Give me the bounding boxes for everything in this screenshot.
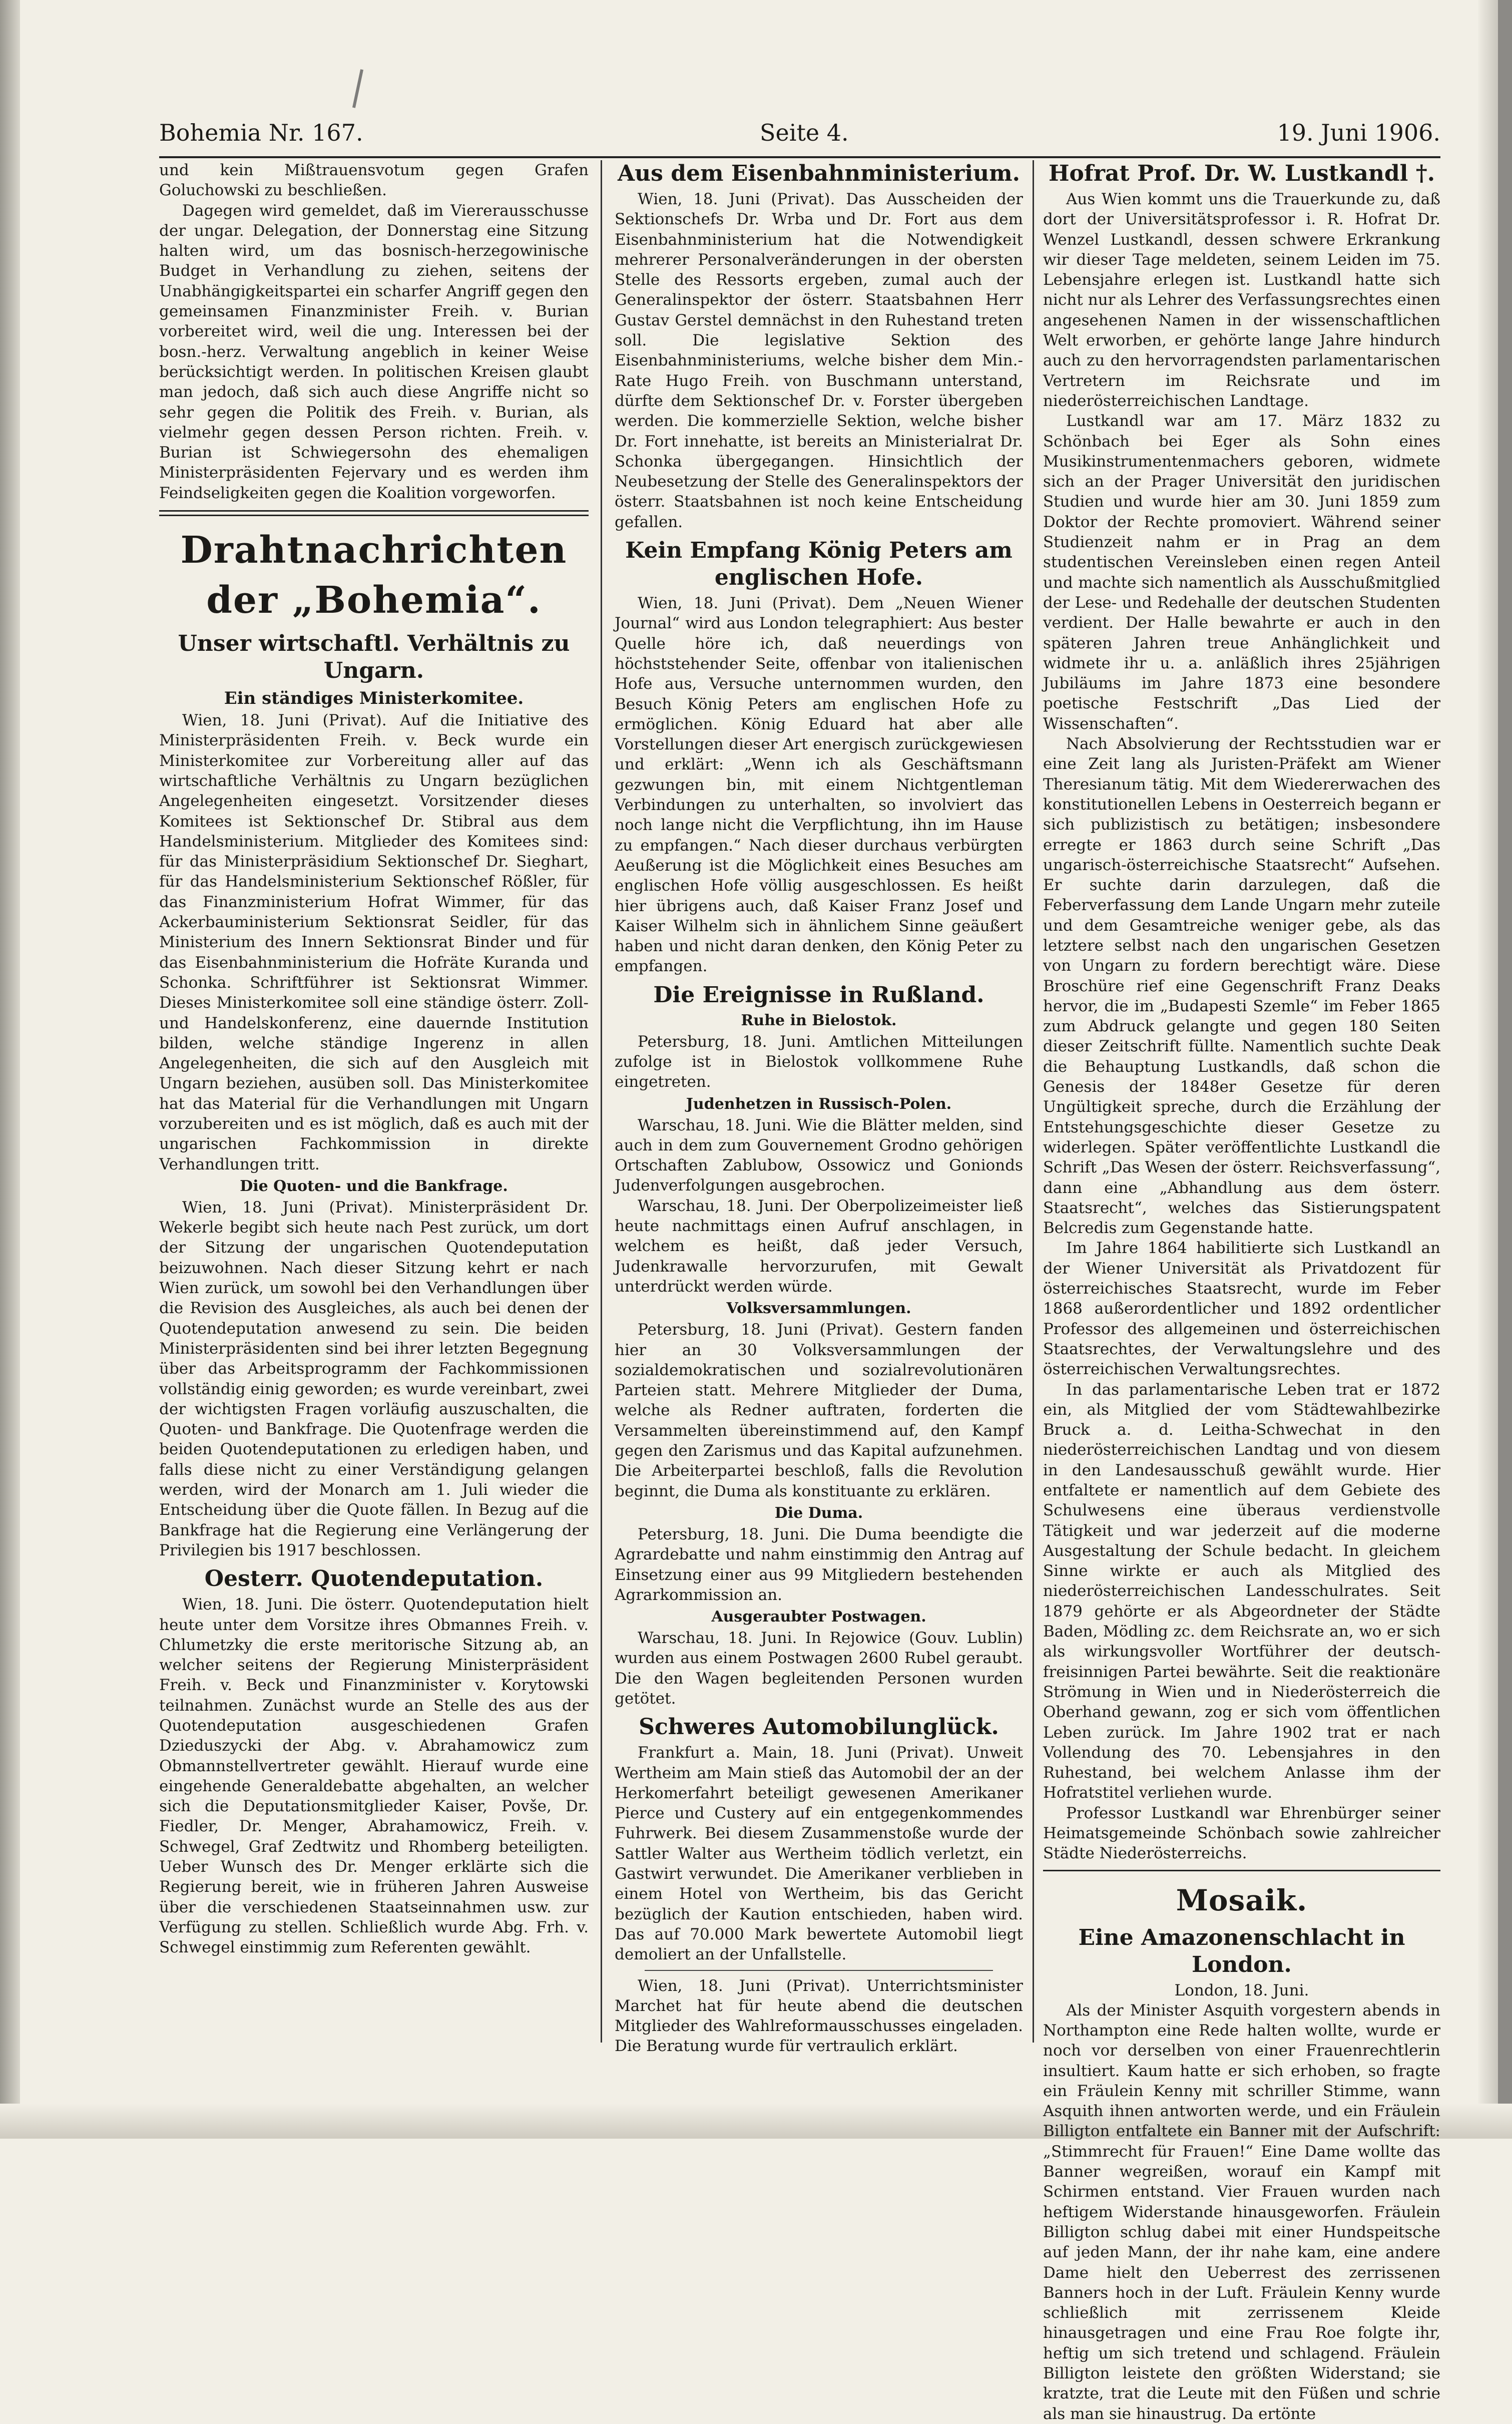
headline-amazon-battle: Eine Amazonenschlacht in London.	[1078, 1924, 1405, 1977]
article-paragraph: Petersburg, 18. Juni. Amtlichen Mitteilungen zufolge ist in Bielostok vollkommene Ruhe eingetreten.	[615, 1032, 1023, 1091]
section-rule	[645, 1970, 993, 1971]
article-paragraph: Warschau, 18. Juni. Der Oberpolizeimeister ließ heute nachmittags einen Aufruf anschlagen, in welchem es heißt, daß jeder Versuch, Judenkrawalle hervorzurufen, mit Gewalt unterdrückt werden würde.	[615, 1196, 1023, 1296]
scan-right-edge	[1498, 0, 1512, 2139]
article-paragraph: Aus Wien kommt uns die Trauerkunde zu, daß dort der Universitätsprofessor i. R. Hofrat Dr. Wenzel Lustkandl, dessen schwere Erkrankung wir dieser Tage meldeten, seinem Leiden im 75. Lebensjahre erlegen ist. Lustkandl hatte sich nicht nur als Lehrer des Verfassungsrechtes einen angesehenen Namen in der wissenschaftlichen Welt erworben, er gehörte lange Jahre hindurch auch zu den hervorragendsten parlamentarischen Vertretern im Reichsrate und im niederösterreichischen Landtage.	[1043, 190, 1440, 410]
article-paragraph: Im Jahre 1864 habilitierte sich Lustkandl an der Wiener Universität als Privatdozent für österreichisches Staatsrecht, wurde im Feber 1868 außerordentlicher und 1892 ordentlicher Professor des allgemeinen und österreichischen Staatsrechtes, der Verwaltungslehre und des österreichischen Verwaltungsrechtes.	[1043, 1239, 1440, 1379]
article-paragraph: Lustkandl war am 17. März 1832 zu Schönbach bei Eger als Sohn eines Musikinstrumentenmachers geboren, widmete sich an der Prager Universität den juridischen Studien und wurde hier am 30. Juni 1859 zum Doktor der Rechte promoviert. Während seiner Studienzeit nahm er in Prag an dem studentischen Vereinsleben einen regen Anteil und machte sich namentlich als Ausschußmitglied der Lese- und Redehalle der deutschen Studenten verdient. Der Halle bewahrte er auch in den späteren Jahren treue Anhänglichkeit und widmete ihr u. a. anläßlich ihres 25jährigen Jubiläums im Jahre 1873 eine besondere poetische Festschrift „Das Lied der Wissenschaften“.	[1043, 412, 1440, 733]
header-paper-number: Bohemia Nr. 167.	[159, 119, 363, 146]
article-paragraph: In das parlamentarische Leben trat er 1872 ein, als Mitglied der vom Städtewahlbezirke Bruck a. d. Leitha-Schwechat in den niederösterreichischen Landtag und von diesem in den Landesausschuß gewählt wurde. Hier entfaltete er namentlich auf dem Gebiete des Schulwesens eine überaus verdienstvolle Tätigkeit und war jederzeit auf die moderne Ausgestaltung der Schule bedacht. In gleichem Sinne wirkte er auch als Mitglied des niederösterreichischen Landesschulrates. Seit 1879 gehörte er als Abgeordneter der Städte Baden, Mödling zc. dem Reichsrate an, wo er sich als wirkungsvoller Wortführer der deutsch-freisinnigen Partei bewährte. Seit die reaktionäre Strömung in Wien und in Niederösterreich die Oberhand gewann, zog er sich vom öffentlichen Leben zurück. Im Jahre 1902 trat er nach Vollendung des 70. Lebensjahres in den Ruhestand, bei welchem Anlasse ihm der Hofratstitel verliehen wurde.	[1043, 1380, 1440, 1802]
header-page-number: Seite 4.	[760, 119, 849, 146]
subheadline-assemblies: Volksversammlungen.	[726, 1300, 911, 1318]
section-rule	[1043, 1870, 1440, 1871]
subheadline-mail-robbery: Ausgeraubter Postwagen.	[711, 1608, 926, 1626]
article-paragraph: Wien, 18. Juni (Privat). Ministerpräsident Dr. Wekerle begibt sich heute nach Pest zurück, um dort der Sitzung der ungarischen Quotendeputation beizuwohnen. Nach dieser Sitzung kehrt er nach Wien zurück, um sowohl bei den Verhandlungen über die Revision des Ausgleiches, als auch bei denen der Quotendeputation anwesend zu sein. Die beiden Ministerpräsidenten sind bei ihrer letzten Begegnung über das Arbeitsprogramm der Fachkommissionen vollständig einig geworden; es wurde vereinbart, zwei der wichtigsten Fragen vorläufig auszuschalten, die Quoten- und Bankfrage. Die Quotenfrage werden die beiden Quotendeputationen zu erledigen haben, und falls diese nicht zu einer Verständigung gelangen werden, wird der Monarch am 1. Juli wieder die Entscheidung über die Quote fällen. In Bezug auf die Bankfrage hat die Regierung eine Verlängerung der Privilegien bis 1917 beschlossen.	[159, 1198, 589, 1559]
scan-page-fold	[1478, 0, 1498, 2139]
column-1	[159, 160, 589, 2043]
article-paragraph: Wien, 18. Juni (Privat). Dem „Neuen Wiener Journal“ wird aus London telegraphiert: Aus bester Quelle höre ich, daß neuerdings von höchststehender Seite, offenbar von italienischen Hofe aus, Versuche unternommen wurden, den Besuch König Peters am englischen Hofe zu ermöglichen. König Eduard hat aber alle Vorstellungen dieser Art energisch zurückgewiesen und erklärt: „Wenn ich als Geschäftsmann gezwungen bin, mit einem Nichtgentleman Verbindungen zu unterhalten, so involviert das noch lange nicht die Verpflichtung, ihn im Hause zu empfangen.“ Nach dieser durchaus verbürgten Aeußerung ist die Möglichkeit eines Besuches am englischen Hofe völlig ausgeschlossen. Es heißt hier übrigens auch, daß Kaiser Franz Josef und Kaiser Wilhelm sich in ähnlichem Sinne geäußert haben und nicht daran denken, den König Peter zu empfangen.	[615, 594, 1023, 976]
headline-quota-deputation: Oesterr. Quotendeputation.	[204, 1566, 544, 1592]
column-3	[1043, 160, 1440, 2423]
header-rule	[159, 156, 1440, 158]
article-paragraph: Professor Lustkandl war Ehrenbürger seiner Heimatsgemeinde Schönbach sowie zahlreicher Städte Niederösterreichs.	[1043, 1804, 1440, 1863]
scan-left-edge	[0, 0, 20, 2139]
subheadline-quota-bank: Die Quoten- und die Bankfrage.	[240, 1177, 508, 1195]
article-paragraph: Frankfurt a. Main, 18. Juni (Privat). Unweit Wertheim am Main stieß das Automobil der an der Herkomerfahrt beteiligt gewesenen Amerikaner Pierce und Custery auf ein entgegenkommendes Fuhrwerk. Bei diesem Zusammenstoße wurde der Sattler Walter aus Wertheim tödlich verletzt, ein Gastwirt verwundet. Die Amerikaner verblieben in einem Hotel von Wertheim, bis das Gericht bezüglich der Kaution entschieden, haben wird. Das auf 70.000 Mark bewertete Automobil liegt demoliert an der Unfallstelle.	[615, 1744, 1023, 1964]
section-double-rule	[159, 510, 589, 516]
article-paragraph: Wien, 18. Juni (Privat). Auf die Initiative des Ministerpräsidenten Freih. v. Beck wurde ein Ministerkomitee zur Vorbereitung aller auf das wirtschaftliche Verhältnis zu Ungarn bezüglichen Angelegenheiten eingesetzt. Vorsitzender dieses Komitees ist Sektionschef Dr. Stibral aus dem Handelsministerium. Mitglieder des Komitees sind: für das Ministerpräsidium Sektionschef Dr. Sieghart, für das Handelsministerium Sektionschef Rößler, für das Finanzministerium Hofrat Wimmer, für das Ackerbauministerium Sektionsrat Seidler, für das Ministerium des Innern Sektionsrat Binder und für das Eisenbahnministerium die Hofräte Kuranda und Schonka. Schriftführer ist Sektionsrat Wimmer. Dieses Ministerkomitee soll eine ständige österr. Zoll- und Handelskonferenz, eine dauernde Institution bilden, welche ständige Ingerenz in allen Angelegenheiten, die sich auf den Ausgleich mit Ungarn beziehen, ausüben soll. Das Ministerkomitee hat das Material für die Verhandlungen mit Ungarn vorzubereiten und es ist möglich, daß es auch mit der ungarischen Fachkommission in direkte Verhandlungen tritt.	[159, 711, 589, 1173]
subheadline-bielostok: Ruhe in Bielostok.	[741, 1011, 897, 1029]
article-paragraph: Warschau, 18. Juni. Wie die Blätter melden, sind auch in dem zum Gouvernement Grodno gehörigen Ortschaften Zablubow, Ossowicz und Gonionds Judenverfolgungen ausgebrochen.	[615, 1116, 1023, 1195]
pencil-mark	[352, 69, 363, 108]
telegram-masthead: Drahtnachrichten der „Bohemia“.	[180, 529, 568, 622]
article-paragraph: Wien, 18. Juni (Privat). Unterrichtsminister Marchet hat für heute abend die deutschen Mitglieder des Wahlreformausschusses eingeladen. Die Beratung wurde für vertraulich erklärt.	[615, 1976, 1023, 2056]
article-paragraph: Nach Absolvierung der Rechtsstudien war er eine Zeit lang als Juristen-Präfekt am Wiener Theresianum tätig. Mit dem Wiedererwachen des konstitutionellen Lebens in Oesterreich begann er sich publizistisch zu betätigen; insbesondere erregte er 1863 durch seine Schrift „Das ungarisch-österreichische Staatsrecht“ Aufsehen. Er suchte darin darzulegen, daß die Feberverfassung dem Lande Ungarn mehr zuteile und dem Gesamtreiche weniger gebe, als das letztere selbst nach den ungarischen Gesetzen von Ungarn zu fordern berechtigt wäre. Diese Broschüre rief eine Gegenschrift Franz Deaks hervor, die im „Budapesti Szemle“ im Feber 1865 zum Abdruck gelangte und gegen 180 Seiten dieser Zeitschrift füllte. Namentlich suchte Deak die Behauptung Lustkandls, daß schon die Genesis der 1848er Gesetze für deren Ungültigkeit spreche, durch die Erzählung der Entstehungsgeschichte dieser Gesetze zu widerlegen. Später veröffentlichte Lustkandl die Schrift „Das Wesen der österr. Reichsverfassung“, dann eine „Abhandlung aus dem österr. Staatsrecht“, welches das Sistierungspatent Belcredis zum Gegenstande hatte.	[1043, 735, 1440, 1238]
headline-mosaik: Mosaik.	[1176, 1883, 1308, 1917]
article-continuation: und kein Mißtrauensvotum gegen Grafen Goluchowski zu beschließen.	[159, 161, 589, 200]
dateline: London, 18. Juni.	[1174, 1981, 1309, 1999]
page-header	[159, 119, 1440, 154]
headline-automobile-accident: Schweres Automobilunglück.	[639, 1714, 999, 1740]
article-paragraph: Wien, 18. Juni. Die österr. Quotendeputation hielt heute unter dem Vorsitze ihres Obmannes Freih. v. Chlumetzky die erste meritorische Sitzung ab, an welcher seitens der Regierung Ministerpräsident Freih. v. Beck und Finanzminister v. Korytowski teilnahmen. Zunächst wurde an Stelle des aus der Quotendeputation ausgeschiedenen Grafen Dzieduszycki der Abg. v. Abrahamowicz zum Obmannstellvertreter gewählt. Hierauf wurde eine eingehende Generaldebatte abgehalten, an welcher sich die Deputationsmitglieder Kaiser, Povše, Dr. Fiedler, Dr. Menger, Abrahamowicz, Freih. v. Schwegel, Graf Zedtwitz und Rhomberg beteiligten. Ueber Wunsch des Dr. Menger erklärte sich die Regierung bereit, wie in früheren Jahren Ausweise über die verschiedenen Staatseinnahmen usw. zur Verfügung zu stellen. Schließlich wurde Abg. Frh. v. Schwegel einstimmig zum Referenten gewählt.	[159, 1595, 589, 1957]
article-paragraph: Wien, 18. Juni (Privat). Das Ausscheiden der Sektionschefs Dr. Wrba und Dr. Fort aus dem Eisenbahnministerium hat die Notwendigkeit mehrerer Personalveränderungen in der obersten Stelle des Ressorts ergeben, zumal auch der Generalinspektor der österr. Staatsbahnen Herr Gustav Gerstel demnächst in den Ruhestand treten soll. Die legislative Sektion des Eisenbahnministeriums, welche bisher dem Min.-Rate Hugo Freih. von Buschmann unterstand, dürfte dem Sektionschef Dr. v. Forster übergeben werden. Die kommerzielle Sektion, welche bisher Dr. Fort innehatte, ist bereits an Ministerialrat Dr. Schonka übergegangen. Hinsichtlich der Neubesetzung der Stelle des Generalinspektors der österr. Staatsbahnen ist noch keine Entscheidung gefallen.	[615, 190, 1023, 531]
header-date: 19. Juni 1906.	[1277, 119, 1440, 146]
column-2	[615, 160, 1023, 2056]
headline-railway-ministry: Aus dem Eisenbahnministerium.	[618, 161, 1020, 186]
article-paragraph: Petersburg, 18. Juni. Die Duma beendigte die Agrardebatte und nahm einstimmig den Antrag auf Einsetzung einer aus 99 Mitgliedern bestehenden Agrarkommission an.	[615, 1525, 1023, 1604]
article-paragraph: Warschau, 18. Juni. In Rejowice (Gouv. Lublin) wurden aus einem Postwagen 2600 Rubel geraubt. Die den Wagen begleitenden Personen wurden getötet.	[615, 1629, 1023, 1708]
column-divider-1	[601, 160, 602, 2043]
subheadline-poland: Judenhetzen in Russisch-Polen.	[686, 1095, 952, 1113]
headline-economic-relations: Unser wirtschaftl. Verhältnis zu Ungarn.	[178, 631, 570, 684]
headline-king-peter: Kein Empfang König Peters am englischen Hofe.	[625, 538, 1013, 591]
headline-russia-events: Die Ereignisse in Rußland.	[653, 982, 984, 1008]
article-paragraph: Dagegen wird gemeldet, daß im Viererausschusse der ungar. Delegation, der Donnerstag eine Sitzung halten wird, um das bosnisch-herzegowinische Budget in Verhandlung zu ziehen, seitens der Unabhängigkeitspartei ein scharfer Angriff gegen den gemeinsamen Finanzminister Freih. v. Burian vorbereitet wird, weil die ung. Interessen bei der bosn.-herz. Verwaltung angeblich in keiner Weise berücksichtigt werden. In politischen Kreisen glaubt man jedoch, daß sich auch diese Angriffe nicht so sehr gegen die Politik des Freih. v. Burian, als vielmehr gegen dessen Person richten. Freih. v. Burian ist Schwiegersohn des ehemaligen Ministerpräsidenten Fejervary und es werden ihm Feindseligkeiten gegen die Koalition vorgeworfen.	[159, 201, 589, 502]
subheadline-duma: Die Duma.	[774, 1504, 863, 1522]
article-paragraph: Petersburg, 18. Juni (Privat). Gestern fanden hier an 30 Volksversammlungen der sozialdemokratischen und sozialrevolutionären Parteien statt. Mehrere Mitglieder der Duma, welche als Redner auftraten, forderten die Versammelten übereinstimmend auf, den Kampf gegen den Zarismus und das Kapital aufzunehmen. Die Arbeiterpartei beschloß, falls die Revolution beginnt, die Duma als konstituante zu erklären.	[615, 1321, 1023, 1500]
article-paragraph: Als der Minister Asquith vorgestern abends in Northampton eine Rede halten wollte, wurde er noch vor derselben von einer Frauenrechtlerin insultiert. Kaum hatte er sich erhoben, so fragte ein Fräulein Kenny mit schriller Stimme, wann Asquith ihnen antworten werde, und ein Fräulein Billigton entfaltete ein Banner mit der Aufschrift: „Stimmrecht für Frauen!“ Eine Dame wollte das Banner wegreißen, worauf ein Kampf mit Schirmen entstand. Vier Frauen wurden nach heftigem Widerstande hinausgeworfen. Fräulein Billigton schlug dabei mit einer Hundspeitsche auf jeden Mann, der ihr nahe kam, eine andere Dame hielt den Ueberrest des zerrissenen Banners hoch in der Luft. Fräulein Kenny wurde schließlich mit zerrissenem Kleide hinausgetragen und eine Frau Roe folgte ihr, heftig um sich tretend und schlagend. Fräulein Billigton leistete den größten Widerstand; sie kratzte, trat die Leute mit den Füßen und schrie als man sie hinaustrug. Da ertönte	[1043, 2001, 1440, 2423]
headline-obituary-lustkandl: Hofrat Prof. Dr. W. Lustkandl †.	[1048, 161, 1435, 186]
subheadline-committee: Ein ständiges Ministerkomitee.	[224, 688, 524, 709]
column-divider-2	[1033, 160, 1034, 2043]
